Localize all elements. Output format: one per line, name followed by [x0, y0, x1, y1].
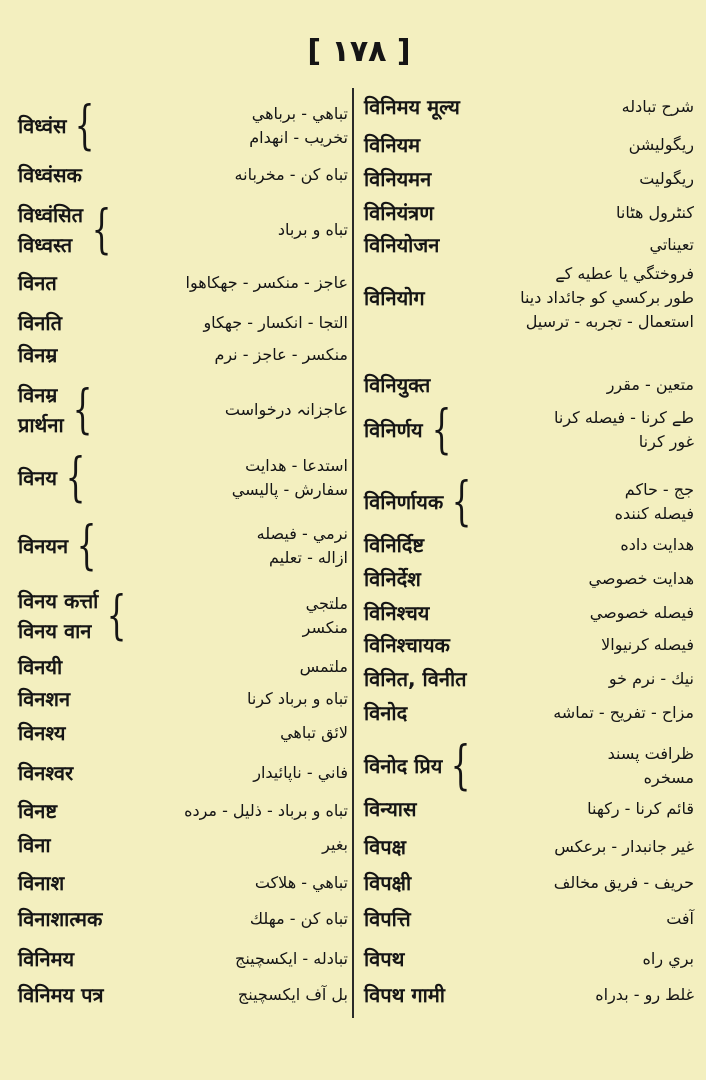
- entry-headword: [364, 794, 417, 824]
- meaning-line: حريف - فريق مخالف: [553, 873, 694, 892]
- entry-headword: [18, 340, 57, 370]
- entry-headword: [18, 980, 104, 1010]
- meaning-line: شرح تبادله: [621, 97, 694, 116]
- entry-meaning: [424, 533, 694, 557]
- dictionary-entry: [18, 308, 348, 338]
- entry-meaning: [407, 701, 694, 725]
- dictionary-entry: [18, 448, 348, 508]
- headword-line: विनय: [18, 466, 57, 490]
- headword-line: विनयी: [18, 655, 63, 679]
- headword-line: विनियंत्रण: [364, 201, 434, 225]
- headword-line: विध्वंस: [18, 114, 67, 138]
- entry-headword: [18, 796, 57, 826]
- entry-meaning: [404, 947, 694, 971]
- headword-line: विनिर्दिष्ट: [364, 533, 425, 557]
- dictionary-entry: [364, 698, 694, 728]
- headword-line: प्रार्थना: [18, 413, 64, 437]
- meaning-line: تعيناتي: [649, 235, 694, 254]
- meaning-line: تباه و برباد كرنا: [246, 689, 348, 708]
- entry-meaning: [425, 262, 694, 334]
- meaning-line: هدايت خصوصي: [588, 569, 694, 588]
- entry-headword: [364, 698, 407, 728]
- entry-headword: [364, 980, 445, 1010]
- headword-line: विना: [18, 833, 51, 857]
- meaning-line: متعين - مقرر: [606, 375, 694, 394]
- dictionary-entry: [364, 92, 694, 122]
- entry-meaning: [135, 592, 348, 640]
- headword-line: विनति: [18, 311, 62, 335]
- entry-headword: [18, 380, 64, 440]
- headword-line: विनियुक्त: [364, 373, 431, 397]
- dictionary-entry: [18, 340, 348, 370]
- meaning-line: غور كرنا: [638, 432, 694, 451]
- headword-line: विनित, विनीत: [364, 667, 467, 691]
- dictionary-entry: [364, 530, 694, 560]
- dictionary-entry: [364, 164, 694, 194]
- entry-meaning: [460, 406, 694, 454]
- entry-headword: [18, 586, 98, 646]
- grouping-brace: {: [431, 400, 452, 460]
- entry-meaning: [74, 947, 348, 971]
- dictionary-entry: [364, 630, 694, 660]
- entry-headword: [18, 268, 57, 298]
- entry-meaning: [62, 655, 348, 679]
- meaning-line: تباهي - هلاكت: [254, 873, 348, 892]
- headword-line: विनिश्चय: [364, 601, 430, 625]
- meaning-line: بغير: [322, 835, 348, 854]
- entry-meaning: [57, 799, 348, 823]
- meaning-line: تخريب - انهدام: [249, 128, 348, 147]
- meaning-line: جج - حاكم: [624, 480, 694, 499]
- entry-headword: [364, 530, 424, 560]
- entry-headword: [364, 868, 411, 898]
- meaning-line: تباهي - برباهي: [251, 104, 348, 123]
- grouping-brace: {: [72, 380, 93, 440]
- entry-headword: [18, 868, 64, 898]
- entry-meaning: [430, 373, 694, 397]
- dictionary-entry: [18, 96, 348, 156]
- dictionary-entry: [18, 652, 348, 682]
- headword-line: विनिश्चायक: [364, 633, 450, 657]
- grouping-brace: {: [65, 448, 86, 508]
- meaning-line: نيك - نرم خو: [608, 669, 694, 688]
- dictionary-entry: [18, 200, 348, 260]
- meaning-line: فيصله كرنيوالا: [601, 635, 694, 654]
- entry-meaning: [445, 983, 694, 1007]
- entry-headword: [18, 718, 66, 748]
- dictionary-entry: [18, 380, 348, 440]
- headword-line: विनिमय: [18, 947, 75, 971]
- meaning-line: ملتجي: [305, 594, 348, 613]
- meaning-line: تباه و برباد: [277, 220, 348, 239]
- dictionary-entry: [364, 664, 694, 694]
- meaning-line: منكسر - عاجز - نرم: [214, 345, 348, 364]
- meaning-line: سفارش - پاليسي: [231, 480, 348, 499]
- meaning-line: كنٹرول هٹانا: [615, 203, 694, 222]
- dictionary-entry: [18, 830, 348, 860]
- dictionary-entry: [18, 718, 348, 748]
- entry-meaning: [460, 95, 694, 119]
- headword-line: विनियोग: [364, 286, 425, 310]
- meaning-line: مزاح - تفريح - تماشه: [553, 703, 694, 722]
- dictionary-entry: [364, 904, 694, 934]
- headword-line: विनय कर्त्ता: [18, 589, 99, 613]
- entry-headword: [18, 944, 74, 974]
- headword-line: विनत: [18, 271, 57, 295]
- dictionary-entry: [364, 472, 694, 532]
- headword-line: विनय वान: [18, 619, 92, 643]
- dictionary-entry: [18, 516, 348, 576]
- entry-headword: [364, 283, 425, 313]
- entry-meaning: [439, 233, 694, 257]
- meaning-line: تباه كن - مخربانه: [234, 165, 348, 184]
- dictionary-entry: [364, 130, 694, 160]
- headword-line: विनिमय पत्र: [18, 983, 104, 1007]
- headword-line: विनिमय मूल्य: [364, 95, 460, 119]
- entry-headword: [364, 564, 421, 594]
- meaning-line: بري راه: [642, 949, 694, 968]
- meaning-line: هدايت داده: [620, 535, 694, 554]
- meaning-line: استعمال - تجربه - ترسيل: [525, 312, 694, 331]
- dictionary-entry: [18, 980, 348, 1010]
- meaning-line: فروختگي يا عطيه كے: [555, 264, 694, 283]
- headword-line: विपथ गामी: [364, 983, 445, 1007]
- meaning-line: تباه كن - مهلك: [249, 909, 348, 928]
- entry-meaning: [406, 835, 694, 859]
- headword-line: विनयन: [18, 534, 69, 558]
- meaning-line: منكسر: [302, 618, 348, 637]
- dictionary-entry: [18, 586, 348, 646]
- meaning-line: قائم كرنا - ركهنا: [587, 799, 694, 818]
- entry-headword: [18, 308, 62, 338]
- headword-line: विन्यास: [364, 797, 417, 821]
- entry-meaning: [57, 343, 348, 367]
- entry-headword: [18, 111, 66, 141]
- entry-meaning: [411, 871, 694, 895]
- meaning-line: غلط رو - بدراه: [595, 985, 694, 1004]
- entry-headword: [364, 630, 450, 660]
- entry-meaning: [105, 522, 348, 570]
- grouping-brace: {: [106, 586, 127, 646]
- entry-meaning: [104, 102, 348, 150]
- entry-headword: [18, 531, 68, 561]
- headword-line: विनिर्देश: [364, 567, 421, 591]
- entry-headword: [364, 904, 411, 934]
- dictionary-entry: [18, 904, 348, 934]
- meaning-line: آفت: [666, 909, 694, 928]
- entry-headword: [364, 664, 467, 694]
- entry-headword: [18, 758, 73, 788]
- entry-meaning: [66, 721, 349, 745]
- meaning-line: فاني - ناپائيدار: [253, 763, 348, 782]
- headword-line: विनियमन: [364, 167, 432, 191]
- headword-line: विध्वंसित: [18, 203, 84, 227]
- headword-line: विपथ: [364, 947, 405, 971]
- headword-line: विनाश: [18, 871, 65, 895]
- dictionary-entry: [18, 160, 348, 190]
- dictionary-entry: [364, 944, 694, 974]
- meaning-line: تبادله - ايكسچينج: [235, 949, 348, 968]
- meaning-line: ريگوليت: [639, 169, 694, 188]
- entry-headword: [364, 751, 442, 781]
- grouping-brace: {: [450, 736, 471, 796]
- entry-headword: [364, 415, 423, 445]
- entry-meaning: [411, 907, 694, 931]
- grouping-brace: {: [451, 472, 472, 532]
- entry-meaning: [434, 201, 694, 225]
- entry-meaning: [431, 167, 694, 191]
- headword-line: विनम्र: [18, 343, 58, 367]
- headword-line: विनोद: [364, 701, 408, 725]
- headword-line: विनियम: [364, 133, 421, 157]
- entry-headword: [364, 944, 404, 974]
- meaning-line: نرمي - فيصله: [256, 524, 348, 543]
- entry-headword: [18, 463, 57, 493]
- dictionary-entry: [364, 198, 694, 228]
- meaning-line: ريگوليشن: [628, 135, 694, 154]
- entry-headword: [364, 92, 460, 122]
- dictionary-entry: [18, 944, 348, 974]
- dictionary-entry: [364, 370, 694, 400]
- headword-line: विनम्र: [18, 383, 58, 407]
- headword-line: विनिर्णायक: [364, 490, 444, 514]
- meaning-line: التجا - انكسار - جهكاو: [203, 313, 348, 332]
- meaning-line: مسخره: [643, 768, 694, 787]
- headword-line: विनाशात्मक: [18, 907, 103, 931]
- dictionary-entry: [18, 268, 348, 298]
- headword-line: विनष्ट: [18, 799, 58, 823]
- entry-meaning: [104, 983, 348, 1007]
- headword-line: विनियोजन: [364, 233, 440, 257]
- entry-headword: [364, 164, 431, 194]
- entry-headword: [18, 904, 102, 934]
- meaning-line: استدعا - هدايت: [245, 456, 348, 475]
- headword-line: विध्वस्त: [18, 233, 73, 257]
- entry-meaning: [467, 667, 694, 691]
- grouping-brace: {: [76, 516, 97, 576]
- meaning-line: ملتمس: [299, 657, 348, 676]
- dictionary-entry: [18, 796, 348, 826]
- dictionary-entry: [364, 230, 694, 260]
- headword-line: विपक्ष: [364, 835, 406, 859]
- dictionary-entry: [364, 400, 694, 460]
- entry-meaning: [94, 454, 348, 502]
- headword-line: विनशन: [18, 687, 71, 711]
- dictionary-entry: [364, 736, 694, 796]
- entry-headword: [18, 830, 51, 860]
- page-number: [ ۱۷۸ ]: [307, 34, 411, 69]
- dictionary-entry: [18, 758, 348, 788]
- meaning-line: لائق تباهي: [280, 723, 348, 742]
- entry-headword: [364, 832, 406, 862]
- headword-line: विनश्य: [18, 721, 66, 745]
- dictionary-entry: [364, 794, 694, 824]
- entry-headword: [364, 598, 429, 628]
- meaning-line: فيصله خصوصي: [589, 603, 694, 622]
- entry-headword: [364, 130, 420, 160]
- entry-meaning: [417, 797, 695, 821]
- dictionary-entry: [364, 564, 694, 594]
- entry-meaning: [101, 398, 348, 422]
- dictionary-entry: [18, 684, 348, 714]
- meaning-line: بل آف ايكسچينج: [237, 985, 348, 1004]
- entry-meaning: [70, 687, 348, 711]
- column-divider: [352, 88, 354, 1018]
- entry-meaning: [73, 761, 348, 785]
- entry-meaning: [64, 871, 348, 895]
- dictionary-entry: [364, 868, 694, 898]
- entry-meaning: [102, 907, 348, 931]
- entry-headword: [364, 230, 439, 260]
- meaning-line: طے كرنا - فيصله كرنا: [554, 408, 694, 427]
- entry-headword: [18, 684, 70, 714]
- dictionary-entry: [18, 868, 348, 898]
- meaning-line: عاجزانہ درخواست: [224, 400, 348, 419]
- grouping-brace: {: [75, 96, 95, 156]
- entry-meaning: [120, 218, 348, 242]
- headword-line: विनश्वर: [18, 761, 74, 785]
- meaning-line: طور بركسي كو جائداد دينا: [520, 288, 694, 307]
- meaning-line: ظرافت پسند: [607, 744, 694, 763]
- entry-meaning: [82, 163, 348, 187]
- dictionary-entry: [364, 832, 694, 862]
- dictionary-entry: [364, 262, 694, 334]
- dictionary-entry: [364, 980, 694, 1010]
- entry-meaning: [450, 633, 694, 657]
- entry-headword: [364, 198, 434, 228]
- headword-line: विनिर्णय: [364, 418, 423, 442]
- entry-meaning: [479, 742, 694, 790]
- entry-meaning: [62, 311, 348, 335]
- headword-line: विनोद प्रिय: [364, 754, 443, 778]
- meaning-line: غير جانبدار - برعكس: [554, 837, 694, 856]
- meaning-line: عاجز - منكسر - جهكاهوا: [185, 273, 348, 292]
- dictionary-entry: [364, 598, 694, 628]
- entry-headword: [18, 652, 62, 682]
- headword-line: विपक्षी: [364, 871, 412, 895]
- grouping-brace: {: [91, 200, 112, 260]
- entry-headword: [364, 370, 430, 400]
- entry-headword: [364, 487, 443, 517]
- entry-headword: [18, 200, 83, 260]
- entry-meaning: [57, 271, 348, 295]
- headword-line: विध्वंसक: [18, 163, 82, 187]
- meaning-line: تباه و برباد - ذليل - مرده: [184, 801, 348, 820]
- entry-headword: [18, 160, 82, 190]
- meaning-line: ازاله - تعليم: [269, 548, 348, 567]
- entry-meaning: [421, 567, 694, 591]
- headword-line: विपत्ति: [364, 907, 411, 931]
- entry-meaning: [480, 478, 694, 526]
- entry-meaning: [51, 833, 348, 857]
- entry-meaning: [420, 133, 694, 157]
- meaning-line: فيصله كننده: [614, 504, 694, 523]
- entry-meaning: [429, 601, 694, 625]
